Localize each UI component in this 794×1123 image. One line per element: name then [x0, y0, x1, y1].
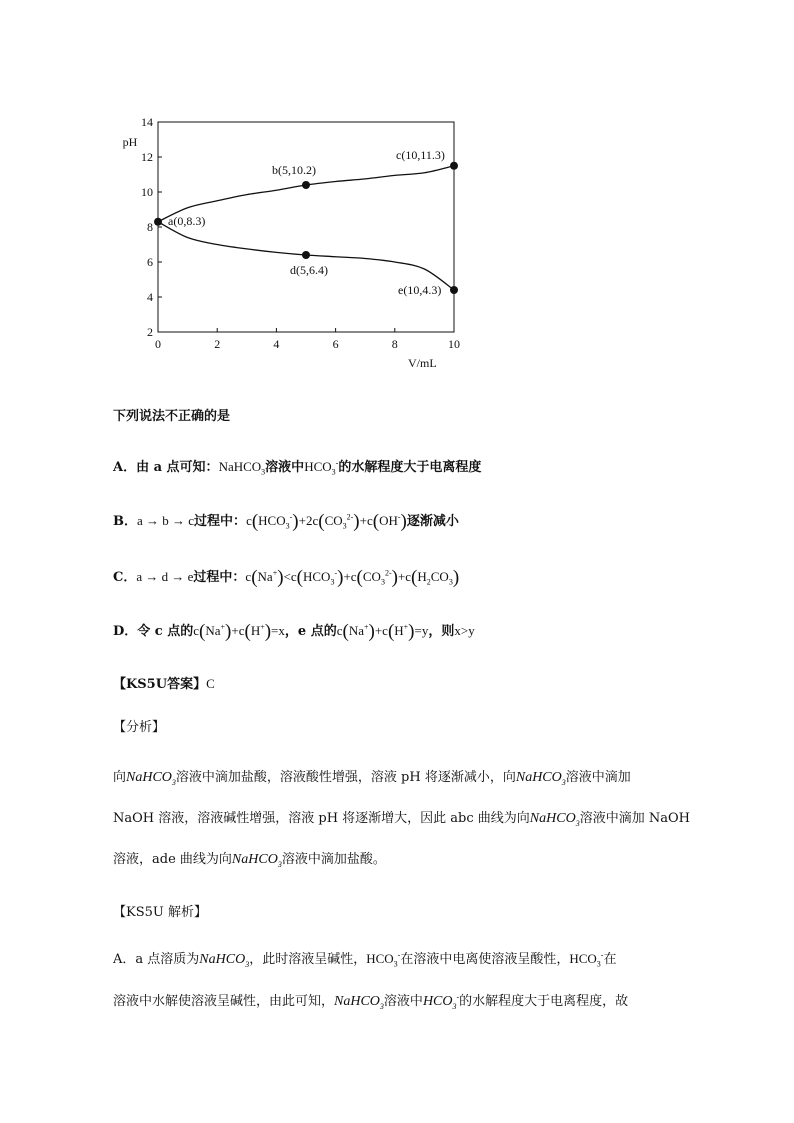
y-tick-label: 10	[141, 185, 153, 199]
analysis-label: 【分析】	[113, 720, 166, 735]
x-axis-label: V/mL	[408, 356, 437, 370]
option-b-prefix: B．	[113, 514, 137, 529]
answer-value: C	[206, 676, 215, 691]
x-tick-label: 4	[273, 337, 280, 351]
option-d-y: =y	[414, 623, 429, 638]
analysis-line-2: NaOH 溶液，溶液碱性增强，溶液 pH 将逐渐增大，因此 abc 曲线为向NaHCO$_3$溶液中滴加 NaOH	[113, 811, 690, 828]
x-tick-label: 2	[214, 337, 221, 351]
y-tick-label: 2	[147, 325, 153, 339]
data-point	[302, 251, 310, 259]
option-d-mid: ，e 点的	[284, 624, 337, 639]
chart-points	[154, 148, 458, 297]
option-a-prefix: A．由 a 点可知：	[113, 460, 219, 475]
y-tick-label: 14	[141, 115, 153, 129]
option-b-mid: 过程中：	[194, 514, 247, 529]
x-tick-label: 10	[448, 337, 460, 351]
option-a-mid: 溶液中	[265, 460, 305, 475]
y-tick-label: 4	[147, 290, 153, 304]
analysis-line-3: 溶液，ade 曲线为向NaHCO$_3$溶液中滴加盐酸。	[113, 852, 386, 869]
option-a: A．由 a 点可知：NaHCO$_3$溶液中$HCO_3^-$的水解程度大于电离程度	[113, 458, 482, 477]
option-d-prefix: D．令 c 点的	[113, 624, 194, 639]
analysis-line-1: 向NaHCO$_3$溶液中滴加盐酸，溶液酸性增强，溶液 pH 将逐渐减小，向NaHCO$_3$溶液中滴加	[113, 770, 631, 787]
option-b-path: a → b → c	[137, 513, 195, 528]
option-d-x: =x	[271, 623, 285, 638]
data-point	[450, 162, 458, 170]
y-tick-label: 6	[147, 255, 153, 269]
data-point	[302, 181, 310, 189]
x-tick-label: 0	[155, 337, 161, 351]
data-point-label: a(0,8.3)	[168, 213, 206, 228]
option-c: C．a → d → e过程中：$c(Na^+)<c(HCO_3^-)+c(CO_3^{2-})+c(H_2CO_3)$	[113, 567, 460, 588]
data-point-label: c(10,11.3)	[396, 147, 445, 162]
option-b: B．a → b → c过程中：$c(HCO_3^-)+2c(CO_3^{2-})+c(OH^-)$逐渐减小	[113, 511, 459, 532]
answer-label: 【KS5U答案】	[113, 677, 207, 692]
y-tick-label: 8	[147, 220, 153, 234]
y-axis-label: pH	[122, 135, 138, 149]
data-point	[450, 286, 458, 294]
question-stem: 下列说法不正确的是	[113, 409, 231, 424]
option-c-prefix: C．	[113, 570, 137, 585]
data-point-label: e(10,4.3)	[398, 283, 442, 297]
explain-line-2: 溶液中水解使溶液呈碱性，由此可知，NaHCO$_3$溶液中$HCO_3^-$的水解程度大于电离程度，故	[113, 992, 629, 1011]
answer-line	[113, 673, 215, 692]
y-tick-label: 12	[141, 150, 153, 164]
option-b-post: 逐渐减小	[406, 514, 459, 529]
x-tick-label: 8	[391, 337, 398, 351]
data-point-label: b(5,10.2)	[272, 163, 316, 177]
option-d: D．令 c 点的c(Na+)+c(H+)=x，e 点的c(Na+)+c(H+)=y，则x>y	[113, 621, 475, 642]
option-d-compare: x>y	[454, 623, 475, 638]
explain-label: 【KS5U 解析】	[113, 905, 207, 920]
option-c-mid: 过程中：	[193, 570, 246, 585]
data-point	[154, 218, 162, 226]
x-tick-label: 6	[332, 337, 339, 351]
explain-line-1: A．a 点溶质为NaHCO$_3$，此时溶液呈碱性，$HCO_3^-$在溶液中电离使溶液呈酸性，$HCO_3^-$在	[113, 950, 617, 969]
option-a-post: 的水解程度大于电离程度	[338, 460, 482, 475]
option-d-then: ，则	[428, 624, 455, 639]
data-point-label: d(5,6.4)	[290, 263, 328, 277]
ph-curve-chart	[110, 108, 470, 380]
option-c-path: a → d → e	[136, 569, 194, 584]
